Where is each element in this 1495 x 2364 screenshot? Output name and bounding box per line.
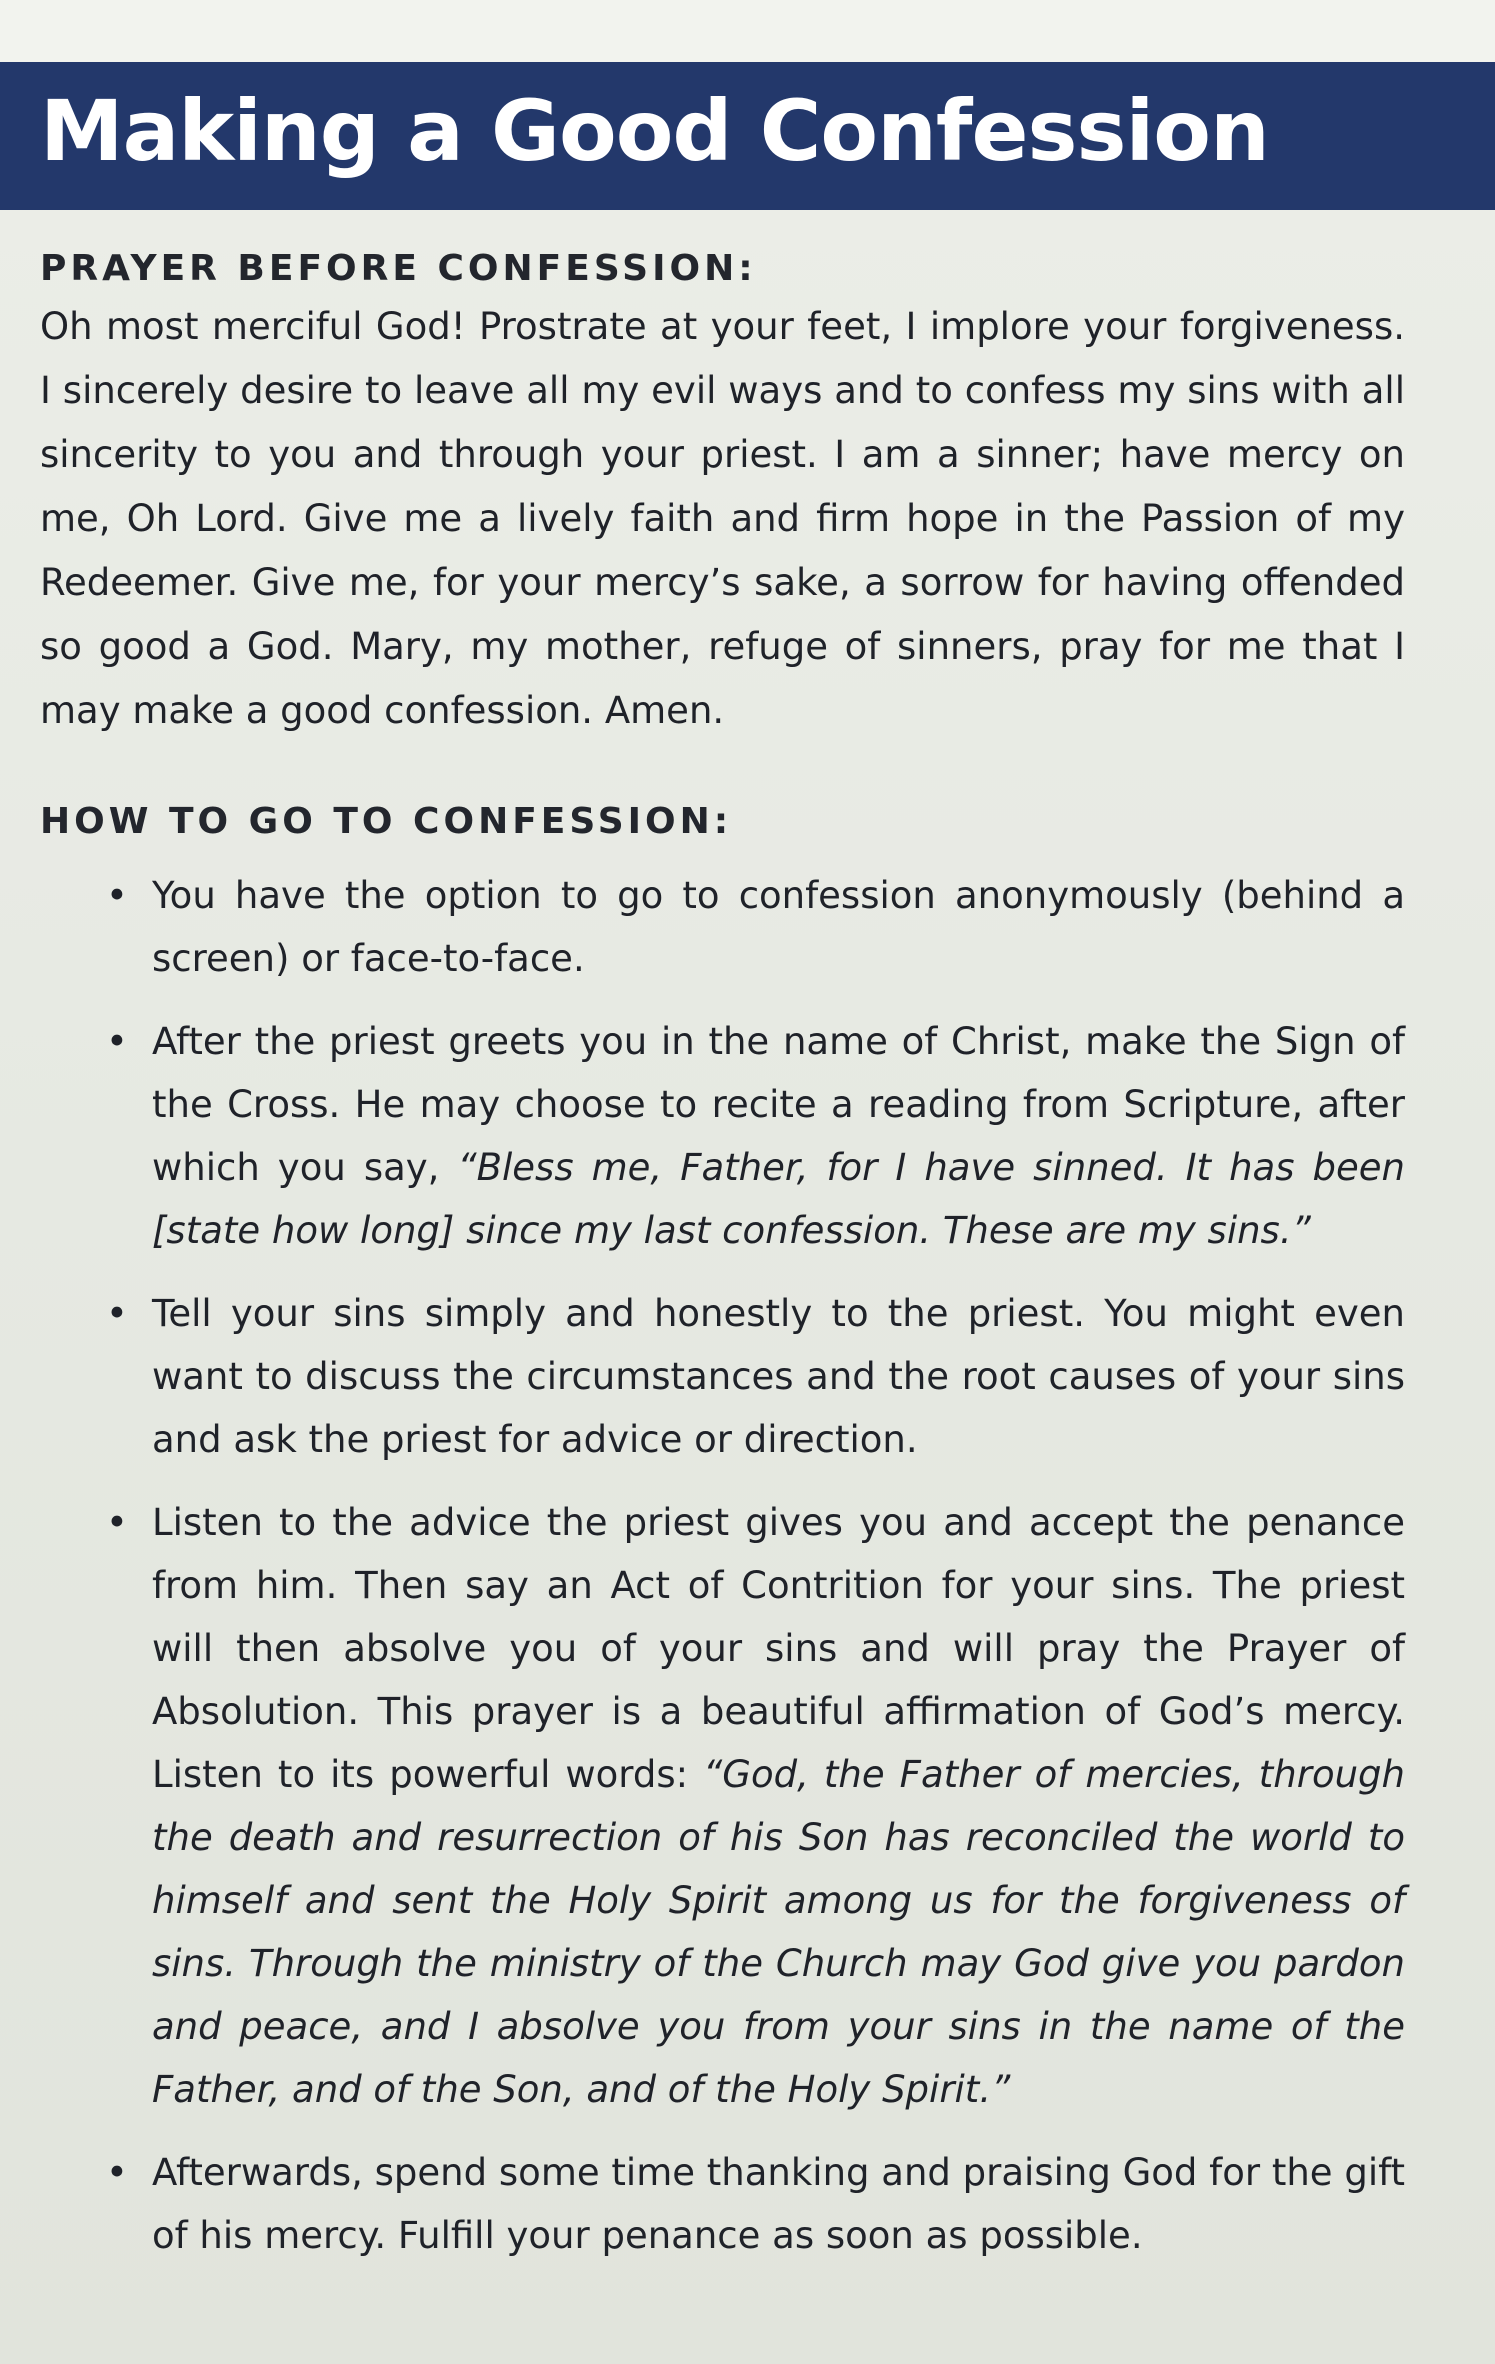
bullet-icon: • (106, 1501, 128, 1544)
step-text (152, 1282, 1405, 1471)
prayer-heading: PRAYER BEFORE CONFESSION: (40, 248, 757, 289)
step-item (40, 1282, 1405, 1471)
bullet-icon: • (106, 874, 128, 917)
step-body: You have the option to go to confession anonymously (behind a screen) or face-to-face. (152, 874, 1405, 980)
step-item (40, 1010, 1405, 1262)
step-quote: “Bless me, Father, for I have sinned. It has been [state how long] since my last confession. These are my sins.” (152, 1146, 1405, 1252)
step-item (40, 1491, 1405, 2121)
step-quote: “God, the Father of mercies, through the death and resurrection of his Son has reconciled the world to himself and sent the Holy Spirit among us for the forgiveness of sins. Through the ministry of the Church may God give you pardon and peace, and I absolve you from your sins in the name of the Father, and of the Son, and of the Holy Spirit.” (152, 1753, 1405, 2111)
bullet-icon: • (106, 1292, 128, 1335)
step-body: Listen to the advice the priest gives you and accept the penance from him. Then say an Act of Contrition for your sins. The priest will then absolve you of your sins and will pray the Prayer of Absolution. This prayer is a beautiful affirmation of God’s mercy. Listen to its powerful words: (152, 1501, 1405, 1796)
bullet-icon: • (106, 1020, 128, 1063)
step-body: Afterwards, spend some time thanking and praising God for the gift of his mercy. Fulfill your penance as soon as possible. (152, 2151, 1405, 2257)
step-body: Tell your sins simply and honestly to the priest. You might even want to discuss the circumstances and the root causes of your sins and ask the priest for advice or direction. (152, 1292, 1405, 1461)
bullet-icon: • (106, 2151, 128, 2194)
step-text (152, 1010, 1405, 1262)
content-area (40, 248, 1405, 2287)
step-text (152, 2141, 1405, 2267)
step-body: After the priest greets you in the name of Christ, make the Sign of the Cross. He may choose to recite a reading from Scripture, after which you say, (152, 1020, 1405, 1189)
step-item (40, 864, 1405, 990)
prayer-text: Oh most merciful God! Prostrate at your feet, I implore your forgiveness. I sincerely desire to leave all my evil ways and to confess my sins with all sincerity to you and through your priest. I am a sinner; have mercy on me, Oh Lord. Give me a lively faith and firm hope in the Passion of my Redeemer. Give me, for your mercy’s sake, a sorrow for having offended so good a God. Mary, my mother, refuge of sinners, pray for me that I may make a good confession. Amen. (40, 305, 1405, 732)
top-margin (0, 0, 1495, 62)
step-text (152, 864, 1405, 990)
step-text (152, 1491, 1405, 2121)
how-to-heading: HOW TO GO TO CONFESSION: (40, 801, 733, 842)
page-title: Making a Good Confession (40, 82, 1269, 180)
step-item (40, 2141, 1405, 2267)
steps-list (40, 864, 1405, 2267)
